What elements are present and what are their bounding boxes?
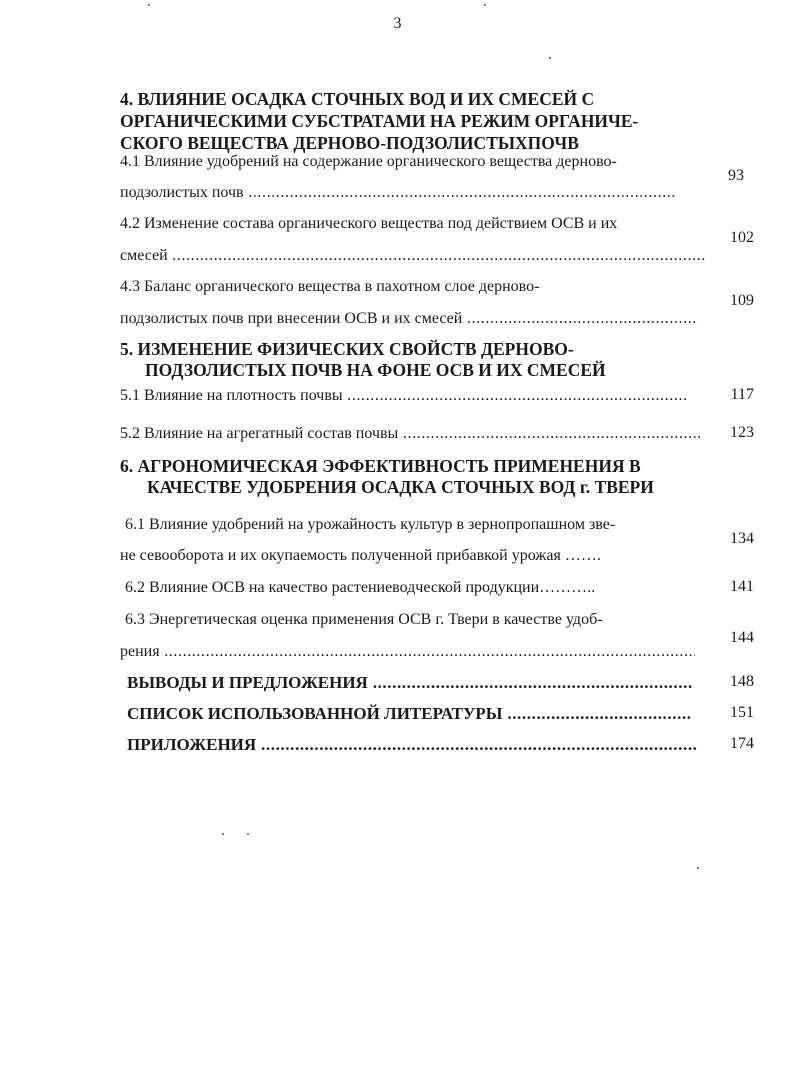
toc-4-1-page: 93 bbox=[728, 167, 744, 184]
toc-6-3-line-1: 6.3 Энергетическая оценка применения ОСВ г. Твери в качестве удоб- bbox=[125, 611, 603, 628]
scan-speck bbox=[222, 833, 224, 835]
section-5-heading-line-1: 5. ИЗМЕНЕНИЕ ФИЗИЧЕСКИХ СВОЙСТВ ДЕРНОВО- bbox=[120, 339, 574, 359]
toc-6-1-line-1: 6.1 Влияние удобрений на урожайность культур в зернопропашном зве- bbox=[125, 516, 616, 533]
toc-6-3-line-2: рения ..... bbox=[120, 642, 695, 662]
toc-appendices: ПРИЛОЖЕНИЯ ..... bbox=[127, 735, 697, 755]
toc-4-2-line-1: 4.2 Изменение состава органического вещества под действием ОСВ и их bbox=[120, 215, 618, 232]
toc-6-2-page: 141 bbox=[730, 578, 754, 595]
scan-speck bbox=[148, 4, 150, 6]
toc-6-3-page: 144 bbox=[730, 629, 754, 646]
scan-speck bbox=[549, 57, 551, 59]
toc-references: СПИСОК ИСПОЛЬЗОВАННОЙ ЛИТЕРАТУРЫ ..... bbox=[127, 704, 692, 724]
toc-5-1-page: 117 bbox=[730, 386, 754, 403]
section-6-heading-line-1: 6. АГРОНОМИЧЕСКАЯ ЭФФЕКТИВНОСТЬ ПРИМЕНЕНИЯ В bbox=[120, 456, 641, 476]
toc-conclusions-page: 148 bbox=[730, 673, 754, 690]
section-4-heading-line-2: ОРГАНИЧЕСКИМИ СУБСТРАТАМИ НА РЕЖИМ ОРГАНИЧЕ- bbox=[120, 111, 639, 131]
toc-6-1-line-2: не севооборота и их окупаемость полученной прибавкой урожая ……. bbox=[120, 547, 601, 564]
toc-5-1: 5.1 Влияние на плотность почвы ..... bbox=[120, 386, 688, 406]
toc-6-1-page: 134 bbox=[730, 530, 754, 547]
section-4-heading-line-3: СКОГО ВЕЩЕСТВА ДЕРНОВО-ПОДЗОЛИСТЫХПОЧВ bbox=[120, 133, 579, 153]
section-4-heading-line-1: 4. ВЛИЯНИЕ ОСАДКА СТОЧНЫХ ВОД И ИХ СМЕСЕЙ С bbox=[120, 89, 595, 109]
toc-appendices-page: 174 bbox=[730, 735, 754, 752]
toc-5-2-page: 123 bbox=[730, 424, 754, 441]
toc-4-3-line-1: 4.3 Баланс органического вещества в пахотном слое дерново- bbox=[120, 278, 540, 295]
page-number: 3 bbox=[393, 15, 402, 32]
toc-4-2-page: 102 bbox=[730, 229, 754, 246]
scan-speck bbox=[484, 4, 486, 6]
toc-4-2-line-2: смесей ..... bbox=[120, 246, 705, 266]
toc-4-1-line-1: 4.1 Влияние удобрений на содержание органического вещества дерново- bbox=[120, 153, 617, 170]
toc-5-2: 5.2 Влияние на агрегатный состав почвы ..... bbox=[120, 424, 700, 444]
section-6-heading-line-2: КАЧЕСТВЕ УДОБРЕНИЯ ОСАДКА СТОЧНЫХ ВОД г. ТВЕРИ bbox=[147, 477, 654, 497]
toc-4-3-line-2: подзолистых почв при внесении ОСВ и их смесей ..... bbox=[120, 309, 698, 329]
toc-4-1-line-2: подзолистых почв ..... bbox=[120, 183, 675, 203]
scan-speck bbox=[247, 833, 249, 835]
toc-references-page: 151 bbox=[730, 704, 754, 721]
toc-6-2: 6.2 Влияние ОСВ на качество растениеводческой продукции……….. bbox=[125, 579, 596, 596]
scan-speck bbox=[697, 867, 699, 869]
toc-conclusions: ВЫВОДЫ И ПРЕДЛОЖЕНИЯ ..... bbox=[127, 673, 692, 693]
section-5-heading-line-2: ПОДЗОЛИСТЫХ ПОЧВ НА ФОНЕ ОСВ И ИХ СМЕСЕЙ bbox=[145, 360, 606, 380]
toc-4-3-page: 109 bbox=[730, 292, 754, 309]
